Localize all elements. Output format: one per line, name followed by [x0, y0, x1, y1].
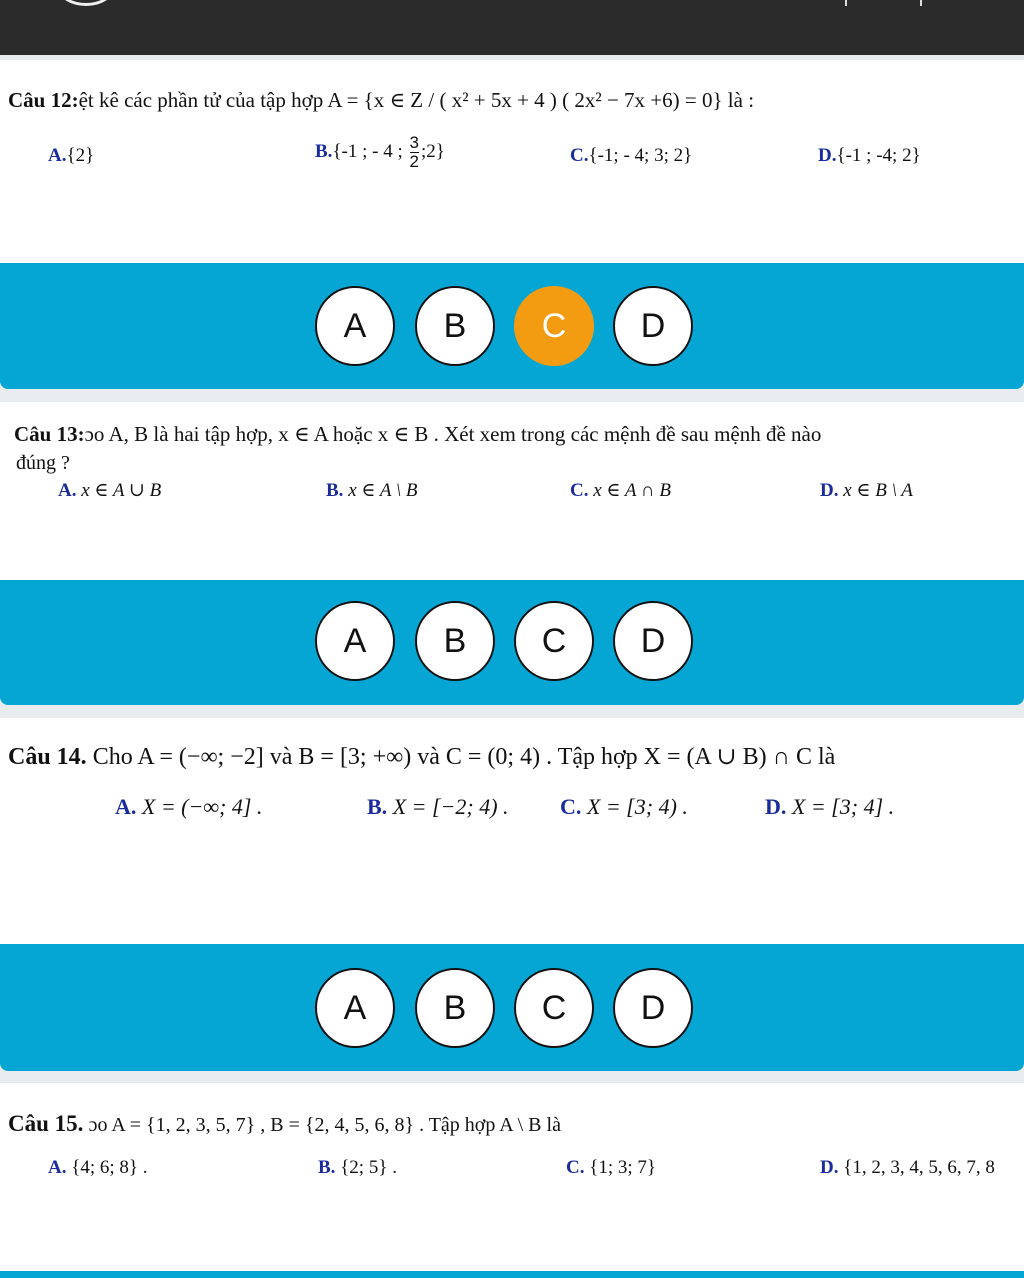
option-text: X = (−∞; 4] .: [141, 794, 263, 819]
option-text: {-1; - 4; 3; 2}: [588, 145, 693, 166]
answer-bubble-b[interactable]: B: [415, 968, 495, 1048]
option-label: A.: [48, 145, 67, 166]
fraction-numerator: 3: [409, 133, 419, 152]
option-b: [315, 134, 445, 171]
question-text: ɔo A, B là hai tập hợp, x ∈ A hoặc x ∈ B . Xét xem trong các mệnh đề sau mệnh đề nào: [84, 422, 822, 446]
option-label: B.: [326, 480, 344, 501]
answer-bubble-a[interactable]: A: [315, 601, 395, 681]
option-text: x ∈ A ∪ B: [81, 480, 162, 501]
option-label: C.: [560, 794, 582, 819]
option-a: [48, 145, 94, 167]
option-text: {1, 2, 3, 4, 5, 6, 7, 8: [843, 1157, 995, 1178]
status-tick: [845, 0, 847, 6]
fraction-denominator: 2: [409, 152, 419, 171]
option-c: [560, 794, 688, 820]
question-stem: [8, 1111, 561, 1137]
option-label: B.: [318, 1157, 336, 1178]
option-label: C.: [570, 480, 589, 501]
option-text: {2}: [66, 145, 95, 166]
answer-bubble-c[interactable]: C: [514, 968, 594, 1048]
answer-bubble-d[interactable]: D: [613, 601, 693, 681]
option-a: [48, 1157, 148, 1179]
option-b: [318, 1157, 397, 1179]
question-stem: [8, 88, 754, 113]
answer-bubble-b[interactable]: B: [415, 601, 495, 681]
question-number: Câu 15.: [8, 1111, 84, 1136]
answer-band-12: [0, 263, 1024, 389]
question-card-15: [0, 1083, 1024, 1271]
question-card-13: [0, 402, 1024, 582]
option-text: X = [−2; 4) .: [392, 794, 509, 819]
question-card-14: [0, 718, 1024, 946]
top-bar: [0, 0, 1024, 55]
answer-band-13: [0, 580, 1024, 705]
option-label: A.: [115, 794, 137, 819]
option-d: [820, 479, 913, 502]
option-label: C.: [570, 145, 589, 166]
option-label: A.: [58, 480, 77, 501]
question-text: ệt kê các phần tử của tập hợp A = {x ∈ Z / ( x² + 5x + 4 ) ( 2x² − 7x +6) = 0} là :: [78, 88, 755, 112]
option-text: {1; 3; 7}: [589, 1157, 657, 1178]
option-label: D.: [820, 1157, 839, 1178]
option-d: [765, 794, 894, 820]
question-text: Cho A = (−∞; −2] và B = [3; +∞) và C = (0; 4) . Tập hợp X = (A ∪ B) ∩ C là: [92, 744, 836, 770]
option-c: [566, 1157, 656, 1179]
answer-bubble-d[interactable]: D: [613, 286, 693, 366]
answer-band-15-edge: [0, 1271, 1024, 1278]
option-text: {4; 6; 8} .: [71, 1157, 148, 1178]
option-label: D.: [818, 145, 837, 166]
option-label: C.: [566, 1157, 585, 1178]
option-b: [326, 479, 418, 502]
answer-bubble-b[interactable]: B: [415, 286, 495, 366]
fraction: [410, 134, 419, 171]
option-c: [570, 145, 692, 167]
question-number: Câu 14.: [8, 744, 87, 770]
answer-bubble-a[interactable]: A: [315, 286, 395, 366]
answer-bubble-d[interactable]: D: [613, 968, 693, 1048]
option-text: X = [3; 4] .: [791, 794, 895, 819]
question-card-12: [0, 60, 1024, 265]
question-number: Câu 13:: [14, 422, 85, 446]
option-text: X = [3; 4) .: [586, 794, 688, 819]
option-text: x ∈ A ∩ B: [593, 480, 671, 501]
status-arc-icon: [58, 0, 114, 6]
option-a: [115, 794, 262, 820]
answer-bubble-a[interactable]: A: [315, 968, 395, 1048]
option-d: [818, 145, 921, 167]
option-text: x ∈ B \ A: [843, 480, 913, 501]
answer-bubble-c[interactable]: C: [514, 601, 594, 681]
status-tick: [920, 0, 922, 6]
question-text-line2: đúng ?: [16, 452, 70, 474]
question-number: Câu 12:: [8, 88, 79, 112]
option-text: {2; 5} .: [340, 1157, 397, 1178]
option-label: D.: [765, 794, 787, 819]
option-b: [367, 794, 509, 820]
answer-bubble-c-selected[interactable]: C: [514, 286, 594, 366]
option-label: D.: [820, 480, 839, 501]
question-stem: [14, 422, 821, 447]
question-text: ɔo A = {1, 2, 3, 5, 7} , B = {2, 4, 5, 6, 8} . Tập hợp A \ B là: [88, 1114, 561, 1136]
option-label: B.: [315, 140, 333, 162]
option-label: A.: [48, 1157, 67, 1178]
option-text: ;2}: [421, 140, 445, 162]
option-c: [570, 479, 671, 502]
option-text: {-1 ; -4; 2}: [836, 145, 921, 166]
option-a: [58, 479, 161, 502]
option-text: x ∈ A \ B: [348, 480, 418, 501]
answer-band-14: [0, 944, 1024, 1071]
option-d: [820, 1157, 995, 1179]
option-label: B.: [367, 794, 388, 819]
option-text: {-1 ; - 4 ;: [332, 140, 403, 162]
question-stem: [8, 742, 835, 771]
